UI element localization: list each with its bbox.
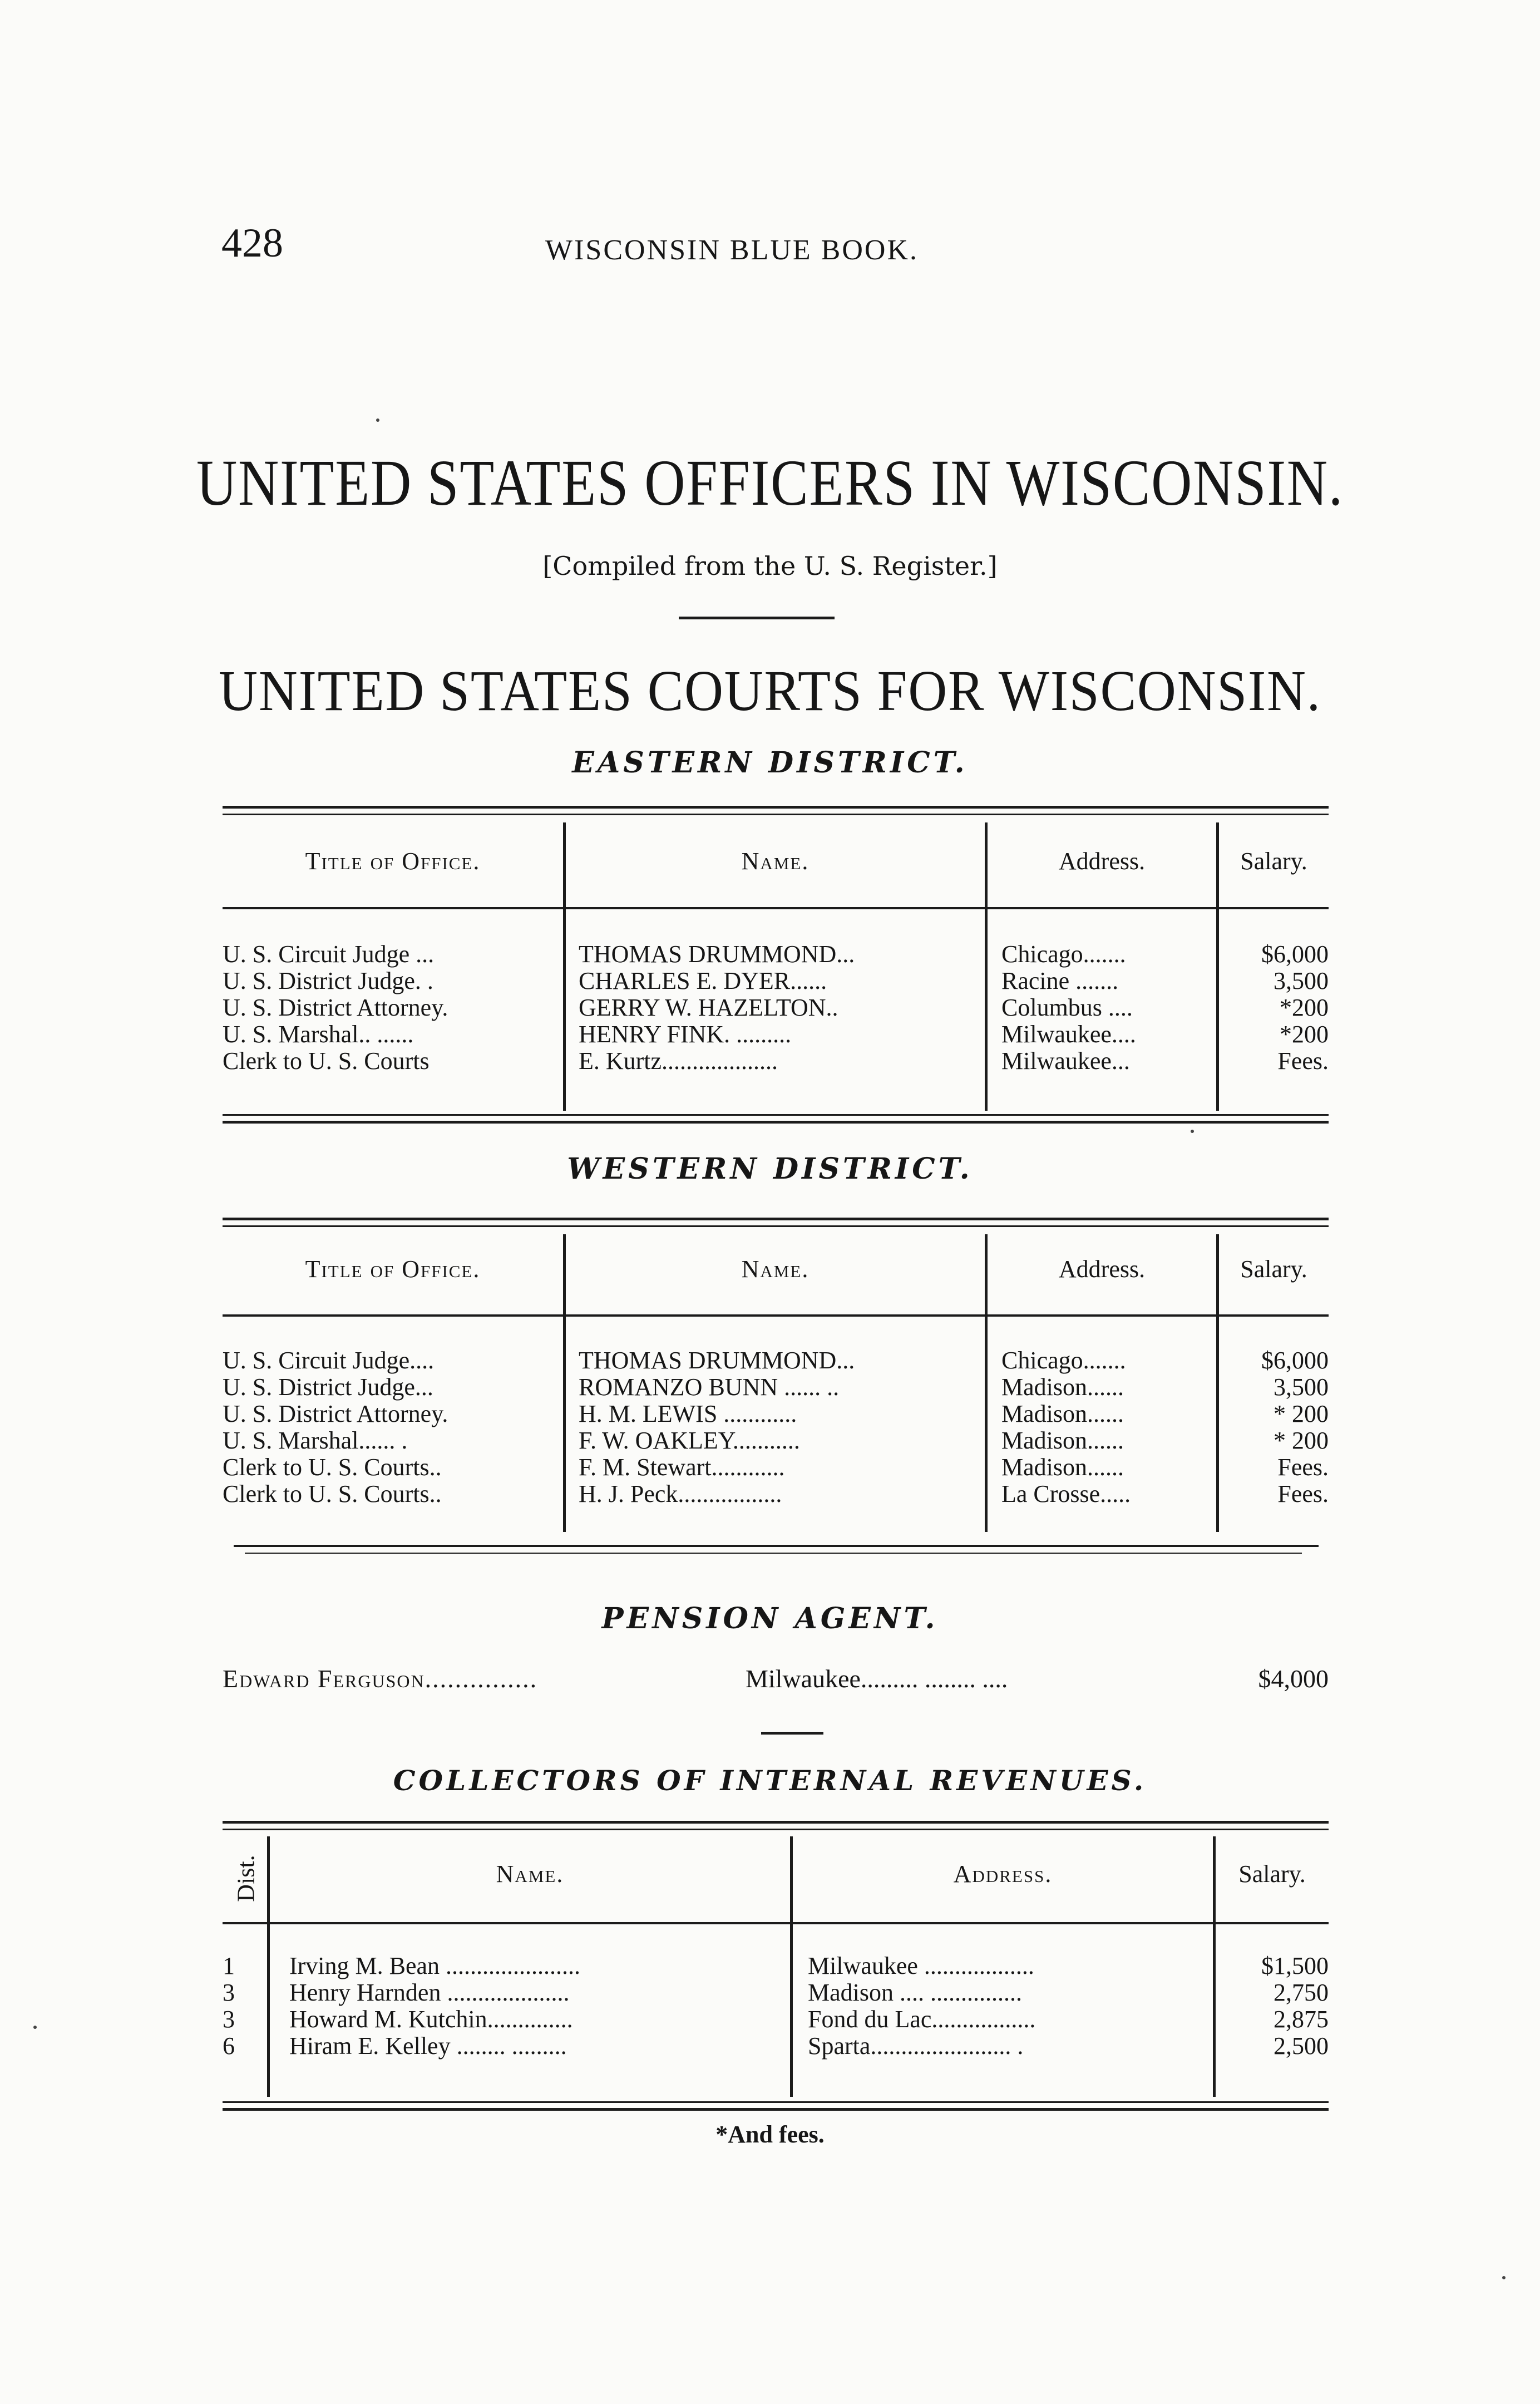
title-divider bbox=[679, 617, 835, 619]
table-bottom-rule bbox=[234, 1545, 1319, 1547]
collector-address: Sparta....................... . bbox=[808, 2032, 1024, 2060]
column-header-salary: Salary. bbox=[1240, 848, 1307, 875]
western-district-heading: WESTERN DISTRICT. bbox=[567, 1152, 973, 1186]
officer-salary: $6,000 bbox=[1261, 1347, 1329, 1374]
officer-name: F. M. Stewart............ bbox=[579, 1454, 785, 1481]
officer-address: Madison...... bbox=[1001, 1373, 1124, 1401]
officer-address: Madison...... bbox=[1001, 1427, 1124, 1454]
paper-speck bbox=[376, 418, 379, 422]
column-header-name: Name. bbox=[741, 848, 810, 875]
column-header-title: Title of Office. bbox=[305, 848, 481, 875]
officer-address: Milwaukee... bbox=[1001, 1047, 1130, 1075]
collectors-heading: COLLECTORS OF INTERNAL REVENUES. bbox=[393, 1764, 1147, 1797]
officer-name: F. W. OAKLEY........... bbox=[579, 1427, 800, 1454]
column-header-name: Name. bbox=[741, 1255, 810, 1283]
officer-salary: * 200 bbox=[1274, 1400, 1329, 1427]
office-title: U. S. Circuit Judge ... bbox=[223, 940, 435, 968]
table-top-rule bbox=[223, 806, 1329, 809]
officer-address: Columbus .... bbox=[1001, 994, 1133, 1021]
district-number: 3 bbox=[223, 2006, 235, 2033]
pension-agent-row bbox=[223, 1664, 1329, 1693]
office-title: U. S. District Judge... bbox=[223, 1373, 433, 1401]
collector-salary: 2,750 bbox=[1274, 1979, 1329, 2006]
courts-title: UNITED STATES COURTS FOR WISCONSIN. bbox=[219, 659, 1321, 723]
paper-speck bbox=[1191, 1130, 1194, 1133]
district-number: 6 bbox=[223, 2032, 235, 2060]
table-bottom-rule-thin bbox=[245, 1553, 1302, 1554]
office-title: Clerk to U. S. Courts.. bbox=[223, 1480, 442, 1508]
table-bottom-rule-thin bbox=[223, 1114, 1329, 1116]
office-title: U. S. District Attorney. bbox=[223, 994, 448, 1021]
office-title: U. S. Marshal.. ...... bbox=[223, 1021, 414, 1048]
officer-address: Madison...... bbox=[1001, 1454, 1124, 1481]
page-number: 428 bbox=[221, 220, 283, 266]
officer-address: Chicago....... bbox=[1001, 940, 1126, 968]
paper-speck bbox=[1502, 2276, 1506, 2279]
officer-name: H. M. LEWIS ............ bbox=[579, 1400, 797, 1427]
officer-address: Madison...... bbox=[1001, 1400, 1124, 1427]
table-top-rule-thin bbox=[223, 814, 1329, 815]
header-rule bbox=[223, 1314, 1329, 1317]
officer-salary: 3,500 bbox=[1274, 1373, 1329, 1401]
table-bottom-rule-thin bbox=[223, 2101, 1329, 2103]
office-title: U. S. Marshal...... . bbox=[223, 1427, 408, 1454]
pension-agent-name: Edward Ferguson............... bbox=[223, 1664, 538, 1693]
collector-address: Fond du Lac................. bbox=[808, 2006, 1036, 2033]
district-number: 1 bbox=[223, 1952, 235, 1979]
pension-agent-salary: $4,000 bbox=[1258, 1664, 1329, 1693]
officer-address: Milwaukee.... bbox=[1001, 1021, 1136, 1048]
compiled-note: [Compiled from the U. S. Register.] bbox=[542, 551, 998, 581]
collector-salary: $1,500 bbox=[1261, 1952, 1329, 1979]
officer-salary: Fees. bbox=[1277, 1454, 1329, 1481]
officer-salary: $6,000 bbox=[1261, 940, 1329, 968]
officer-address: La Crosse..... bbox=[1001, 1480, 1131, 1508]
column-header-salary: Salary. bbox=[1240, 1255, 1307, 1283]
office-title: Clerk to U. S. Courts.. bbox=[223, 1454, 442, 1481]
column-header-title: Title of Office. bbox=[305, 1255, 481, 1283]
officer-address: Chicago....... bbox=[1001, 1347, 1126, 1374]
paper-speck bbox=[33, 2026, 37, 2029]
office-title: U. S. Circuit Judge.... bbox=[223, 1347, 435, 1374]
running-title: WISCONSIN BLUE BOOK. bbox=[545, 234, 919, 266]
officer-name: E. Kurtz................... bbox=[579, 1047, 778, 1075]
district-number: 3 bbox=[223, 1979, 235, 2006]
column-header-address: Address. bbox=[1058, 1255, 1146, 1283]
header-rule bbox=[223, 907, 1329, 909]
officer-name: ROMANZO BUNN ...... .. bbox=[579, 1373, 840, 1401]
collector-name: Irving M. Bean ...................... bbox=[289, 1952, 581, 1979]
office-title: U. S. District Judge. . bbox=[223, 967, 433, 994]
collector-name: Henry Harnden .................... bbox=[289, 1979, 570, 2006]
column-header-address: Address. bbox=[953, 1860, 1053, 1888]
officer-salary: *200 bbox=[1280, 994, 1329, 1021]
collector-name: Hiram E. Kelley ........ ......... bbox=[289, 2032, 567, 2060]
eastern-district-heading: EASTERN DISTRICT. bbox=[572, 746, 968, 780]
pension-agent-heading: PENSION AGENT. bbox=[601, 1602, 939, 1635]
column-header-address: Address. bbox=[1058, 848, 1146, 875]
officer-name: THOMAS DRUMMOND... bbox=[579, 940, 855, 968]
officer-salary: Fees. bbox=[1277, 1480, 1329, 1508]
officer-salary: 3,500 bbox=[1274, 967, 1329, 994]
officer-name: THOMAS DRUMMOND... bbox=[579, 1347, 855, 1374]
officer-name: GERRY W. HAZELTON.. bbox=[579, 994, 838, 1021]
table-bottom-rule bbox=[223, 2108, 1329, 2111]
collector-name: Howard M. Kutchin.............. bbox=[289, 2006, 573, 2033]
collector-salary: 2,875 bbox=[1274, 2006, 1329, 2033]
table-top-rule-thin bbox=[223, 1829, 1329, 1830]
column-header-salary: Salary. bbox=[1238, 1860, 1306, 1888]
office-title: Clerk to U. S. Courts bbox=[223, 1047, 430, 1075]
column-header-dist: Dist. bbox=[232, 1855, 260, 1902]
column-header-name: Name. bbox=[496, 1860, 564, 1888]
officer-name: HENRY FINK. ......... bbox=[579, 1021, 792, 1048]
collector-address: Madison .... ............... bbox=[808, 1979, 1022, 2006]
section-divider bbox=[761, 1732, 823, 1735]
office-title: U. S. District Attorney. bbox=[223, 1400, 448, 1427]
page-title: UNITED STATES OFFICERS IN WISCONSIN. bbox=[196, 446, 1344, 519]
officer-salary: *200 bbox=[1280, 1021, 1329, 1048]
table-top-rule-thin bbox=[223, 1225, 1329, 1227]
table-bottom-rule bbox=[223, 1121, 1329, 1124]
pension-agent-address: Milwaukee......... ........ .... bbox=[746, 1664, 1008, 1693]
collector-salary: 2,500 bbox=[1274, 2032, 1329, 2060]
officer-name: H. J. Peck................. bbox=[579, 1480, 782, 1508]
officer-name: CHARLES E. DYER...... bbox=[579, 967, 827, 994]
header-rule bbox=[223, 1922, 1329, 1924]
officer-salary: * 200 bbox=[1274, 1427, 1329, 1454]
table-top-rule bbox=[223, 1218, 1329, 1220]
footnote: *And fees. bbox=[715, 2121, 825, 2148]
collector-address: Milwaukee .................. bbox=[808, 1952, 1034, 1979]
table-top-rule bbox=[223, 1821, 1329, 1824]
officer-salary: Fees. bbox=[1277, 1047, 1329, 1075]
officer-address: Racine ....... bbox=[1001, 967, 1119, 994]
